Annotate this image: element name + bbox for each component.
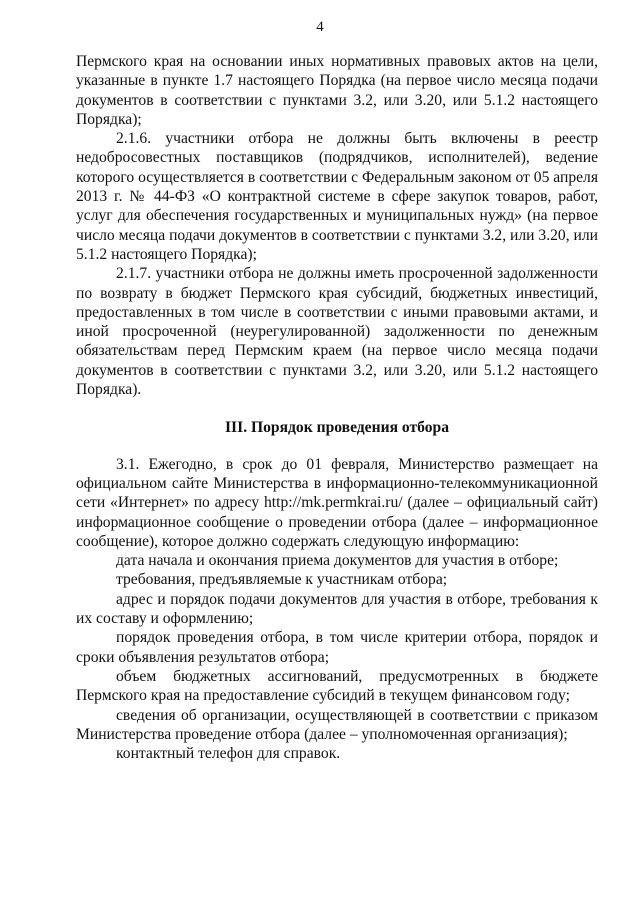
document-body — [76, 52, 598, 763]
page-number: 4 — [316, 19, 324, 35]
list-item: объем бюджетных ассигнований, предусмотренных в бюджете Пермского края на предоставление субсидий в текущем финансовом году; — [76, 667, 598, 705]
list-item: адрес и порядок подачи документов для участия в отборе, требования к их составу и оформлению; — [76, 590, 598, 628]
list-item: сведения об организации, осуществляющей в соответствии с приказом Министерства проведение отбора (далее – уполномоченная организация); — [76, 706, 598, 743]
paragraph: Пермского края на основании иных нормативных правовых актов на цели, указанные в пункте 1.7 настоящего Порядка (на первое число месяца подачи документов в соответствии с пунктами 3.2, или 3.20, или 5.1.2 настоящего Порядка); — [76, 53, 598, 128]
paragraph-3-1: 3.1. Ежегодно, в срок до 01 февраля, Министерство размещает на официальном сайте Министерства в информационно-телекоммуникационной сети «Интернет» по адресу http://mk.permkrai.ru/ (далее – официальный сайт) информационное сообщение о проведении отбора (далее – информационное сообщение), которое должно содержать следующую информацию: — [76, 455, 598, 550]
list-item: дата начала и окончания приема документов для участия в отборе; — [116, 552, 559, 570]
spacer — [76, 438, 598, 455]
section-heading: III. Порядок проведения отбора — [224, 419, 450, 437]
list-item: порядок проведения отбора, в том числе критерии отбора, порядок и сроки объявления результатов отбора; — [76, 629, 598, 666]
list-item: контактный телефон для справок. — [116, 745, 341, 763]
paragraph-2-1-6: 2.1.6. участники отбора не должны быть включены в реестр недобросовестных поставщиков (подрядчиков, исполнителей), ведение которого осуществляется в соответствии с Федеральным законом от 05 апреля 2013 г. № 44-ФЗ «О контрактной системе в сфере закупок товаров, работ, услуг для обеспечения государственных и муниципальных нужд» (на первое число месяца подачи документов в соответствии с пунктами 3.2, или 3.20, или 5.1.2 настоящего Порядка); — [76, 130, 598, 263]
spacer — [76, 399, 598, 418]
list-item: требования, предъявляемые к участникам отбора; — [116, 571, 448, 589]
paragraph-2-1-7: 2.1.7. участники отбора не должны иметь просроченной задолженности по возврату в бюджет Пермского края субсидий, бюджетных инвестиций, предоставленных в том числе в соответствии с иными правовыми актами, и иной просроченной (неурегулированной) задолженности по денежным обязательствам перед Пермским краем (на первое число месяца подачи документов в соответствии с пунктами 3.2, или 3.20, или 5.1.2 настоящего Порядка). — [76, 265, 598, 399]
